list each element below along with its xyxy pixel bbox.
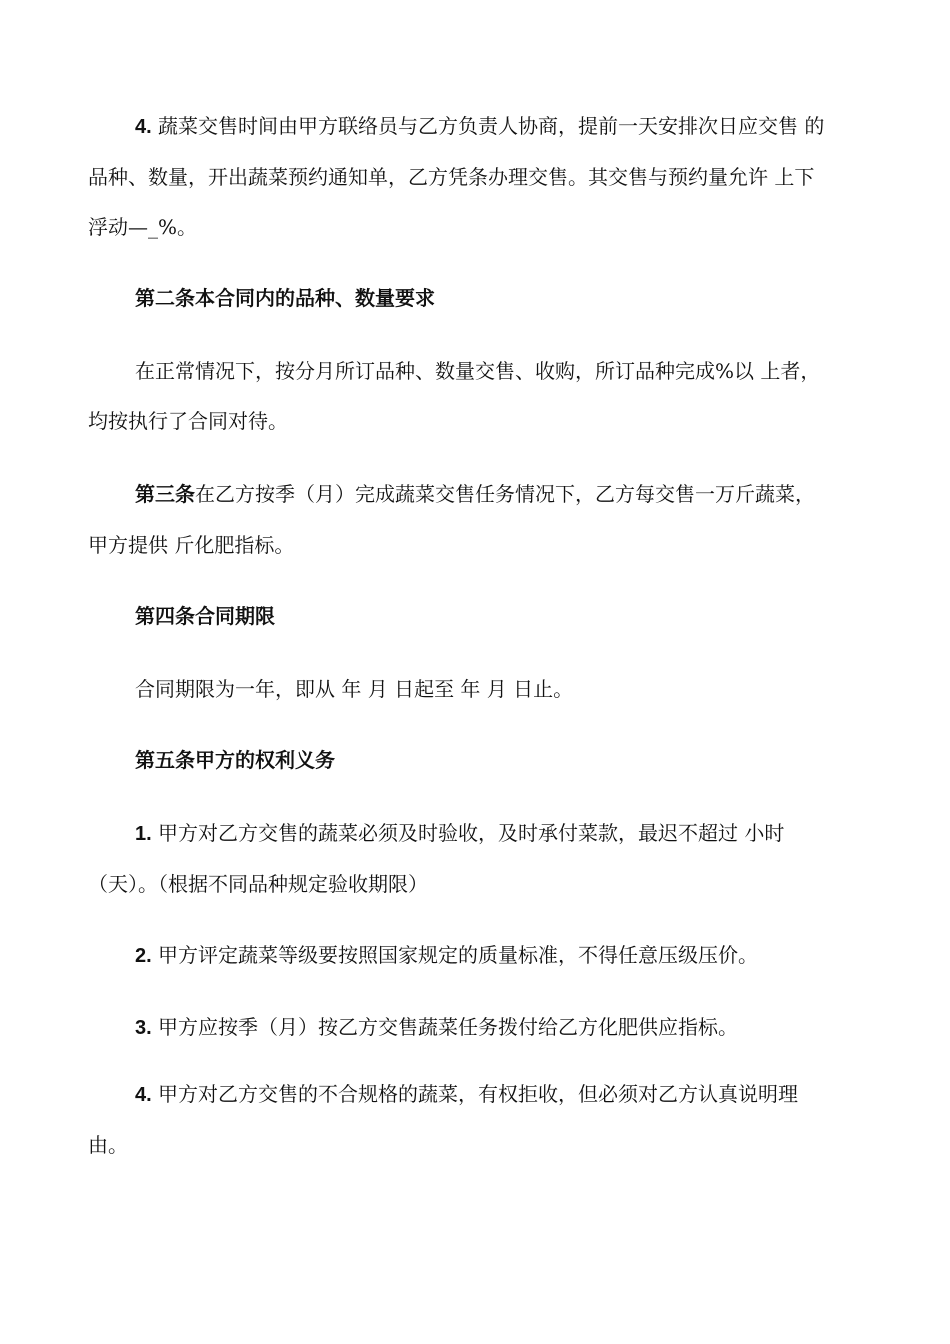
article-2-line-2: 均按执行了合同对待。 [88, 409, 288, 433]
item-number: 1. [135, 823, 152, 845]
item-text: 甲方应按季（月）按乙方交售蔬菜任务拨付给乙方化肥供应指标。 [158, 1015, 739, 1039]
item-text: 甲方评定蔬菜等级要按照国家规定的质量标准，不得任意压级压价。 [158, 943, 759, 967]
article-5-heading: 第五条甲方的权利义务 [135, 748, 335, 772]
clause-4-line-1 [135, 112, 878, 141]
article-5-item-2 [135, 941, 878, 970]
article-5-item-1-line-1 [135, 819, 878, 848]
item-number: 4. [135, 1084, 152, 1106]
article-2-heading: 第二条本合同内的品种、数量要求 [135, 286, 435, 310]
item-number: 2. [135, 945, 152, 967]
clause-number: 4. [135, 116, 152, 138]
clause-4-line-2: 品种、数量，开出蔬菜预约通知单，乙方凭条办理交售。其交售与预约量允许 上下 [88, 165, 815, 189]
article-3-text: 在乙方按季（月）完成蔬菜交售任务情况下，乙方每交售一万斤蔬菜， [195, 482, 815, 506]
article-5-item-4-line-2: 由。 [88, 1133, 128, 1157]
item-text: 甲方对乙方交售的不合规格的蔬菜，有权拒收，但必须对乙方认真说明理 [158, 1082, 799, 1106]
article-4-heading: 第四条合同期限 [135, 604, 275, 628]
clause-4-line-3: 浮动—_%。 [88, 215, 198, 239]
item-text: 甲方对乙方交售的蔬菜必须及时验收，及时承付菜款，最迟不超过 小时 [158, 821, 785, 845]
article-4-line-1: 合同期限为一年，即从 年 月 日起至 年 月 日止。 [135, 677, 574, 701]
article-2-line-1: 在正常情况下，按分月所订品种、数量交售、收购，所订品种完成%以 上者， [135, 359, 821, 383]
article-3-line-2: 甲方提供 斤化肥指标。 [88, 533, 295, 557]
article-5-item-3 [135, 1013, 878, 1042]
article-5-item-4-line-1 [135, 1080, 878, 1109]
clause-text: 蔬菜交售时间由甲方联络员与乙方负责人协商，提前一天安排次日应交售 的 [158, 114, 825, 138]
item-number: 3. [135, 1017, 152, 1039]
article-3-line-1 [135, 480, 878, 508]
article-3-lead: 第三条 [135, 482, 195, 506]
article-5-item-1-line-2: （天）。（根据不同品种规定验收期限） [88, 872, 428, 896]
